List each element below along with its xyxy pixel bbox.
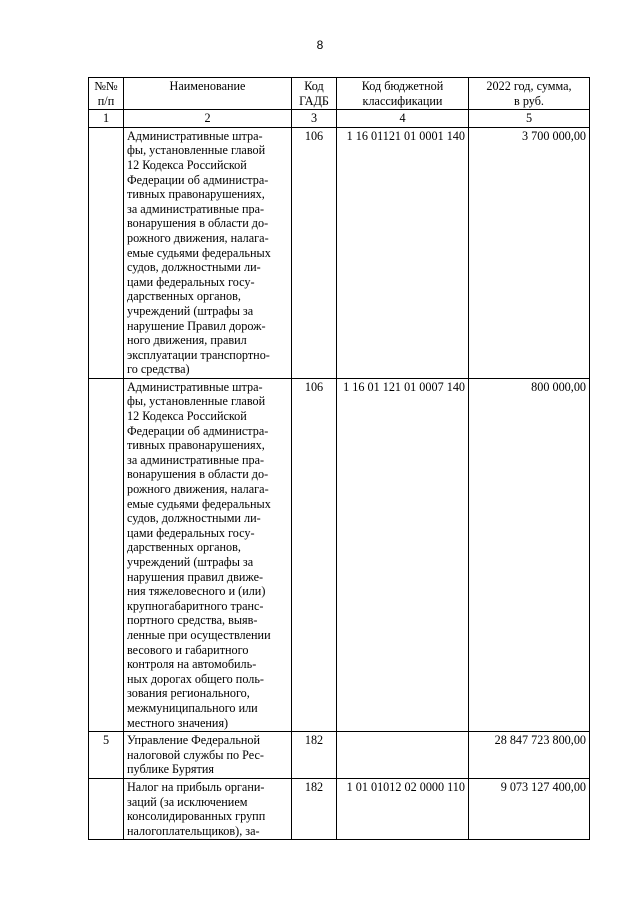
- row-name-line: цами федеральных госу-: [127, 274, 255, 289]
- row-gadb-cell: 182: [292, 732, 337, 779]
- row-name-line: Управление Федеральной: [127, 733, 261, 748]
- row-name-line: учреждений (штрафы за: [127, 555, 254, 569]
- row-name-line: налоговой службы по Рес-: [127, 747, 264, 762]
- header-num-line-1: №№: [94, 79, 118, 93]
- header-kbk: [337, 78, 469, 110]
- row-name-line: 12 Кодекса Российской: [127, 157, 247, 172]
- row-name-line: местного значения): [127, 715, 229, 730]
- row-name-line: за административные пра-: [127, 201, 265, 216]
- row-kbk-cell: 1 16 01 121 01 0007 140: [337, 378, 469, 731]
- table-body: [89, 127, 590, 840]
- row-name-line: емые судьями федеральных: [127, 245, 271, 260]
- row-name-line: тивных правонарушениях,: [127, 187, 265, 202]
- row-kbk-cell: 1 01 01012 02 0000 110: [337, 778, 469, 839]
- row-name-line: контроля на автомобиль-: [127, 657, 257, 672]
- row-sum-cell: 800 000,00: [469, 378, 590, 731]
- row-name-line: емые судьями федеральных: [127, 496, 271, 511]
- header-num: [89, 78, 124, 110]
- row-name-line: судов, должностными ли-: [127, 260, 261, 275]
- column-index: 1: [89, 110, 124, 128]
- header-num-line-2: п/п: [97, 93, 115, 108]
- row-name-line: ного движения, правил: [127, 333, 247, 348]
- row-name-line: Федерации об администра-: [127, 423, 269, 438]
- row-name-line: рожного движения, налага-: [127, 230, 269, 245]
- column-index: 2: [124, 110, 292, 128]
- row-sum-cell: 28 847 723 800,00: [469, 732, 590, 779]
- row-name-line: рожного движения, налага-: [127, 482, 269, 497]
- row-name-cell: [124, 778, 292, 839]
- header-kbk-line-2: классификации: [362, 93, 443, 108]
- header-gadb: [292, 78, 337, 110]
- header-row: [89, 78, 590, 110]
- header-sum-line-1: 2022 год, сумма,: [486, 79, 572, 93]
- row-name-line: ния тяжеловесного и (или): [127, 584, 266, 599]
- table-row: [89, 127, 590, 378]
- column-index-row: [89, 110, 590, 128]
- page-number: 8: [316, 38, 324, 52]
- row-number-cell: 5: [89, 732, 124, 779]
- row-name-line: 12 Кодекса Российской: [127, 409, 247, 424]
- row-name-line: налогоплательщиков), за-: [127, 823, 260, 838]
- row-sum-cell: 9 073 127 400,00: [469, 778, 590, 839]
- row-name-line: заций (за исключением: [127, 794, 248, 809]
- row-name-line: Федерации об администра-: [127, 172, 269, 187]
- row-name-line: портного средства, выяв-: [127, 613, 258, 628]
- row-name-line: дарственных органов,: [127, 540, 241, 555]
- row-name-cell: [124, 127, 292, 378]
- row-name-line: фы, установленные главой: [127, 143, 266, 158]
- row-number-cell: [89, 127, 124, 378]
- row-name-line: крупногабаритного транс-: [127, 598, 264, 613]
- column-index: 5: [469, 110, 590, 128]
- row-name-line: нарушения правил движе-: [127, 569, 264, 584]
- column-index: 4: [337, 110, 469, 128]
- row-name-line: Административные штра-: [127, 379, 263, 394]
- row-name-line: учреждений (штрафы за: [127, 303, 254, 318]
- header-sum-line-2: в руб.: [514, 93, 544, 108]
- row-name-line: межмуниципального или: [127, 700, 258, 715]
- row-gadb-cell: 106: [292, 127, 337, 378]
- table-row: [89, 378, 590, 731]
- row-name-line: судов, должностными ли-: [127, 511, 261, 526]
- row-kbk-cell: [337, 732, 469, 779]
- budget-table: [88, 77, 590, 840]
- row-name-line: за административные пра-: [127, 452, 265, 467]
- header-gadb-line-1: Код: [304, 79, 324, 93]
- row-gadb-cell: 106: [292, 378, 337, 731]
- row-name-line: вонарушения в области до-: [127, 467, 269, 482]
- row-name-line: вонарушения в области до-: [127, 216, 269, 231]
- row-sum-cell: 3 700 000,00: [469, 127, 590, 378]
- row-name-line: дарственных органов,: [127, 289, 241, 304]
- row-number-cell: [89, 778, 124, 839]
- row-name-line: Административные штра-: [127, 128, 263, 143]
- row-name-cell: [124, 378, 292, 731]
- row-number-cell: [89, 378, 124, 731]
- row-gadb-cell: 182: [292, 778, 337, 839]
- header-kbk-line-1: Код бюджетной: [361, 79, 444, 93]
- table-row: [89, 732, 590, 779]
- row-name-line: публике Бурятия: [127, 762, 214, 777]
- row-name-line: фы, установленные главой: [127, 394, 266, 409]
- row-name-line: цами федеральных госу-: [127, 525, 255, 540]
- row-name-line: тивных правонарушениях,: [127, 438, 265, 453]
- row-name-line: нарушение Правил дорож-: [127, 318, 266, 333]
- row-name-cell: [124, 732, 292, 779]
- row-name-line: эксплуатации транспортно-: [127, 347, 270, 362]
- row-name-line: ленные при осуществлении: [127, 627, 271, 642]
- row-name-line: ных дорогах общего поль-: [127, 671, 264, 686]
- row-name-line: зования регионального,: [127, 686, 250, 701]
- row-name-line: го средства): [127, 362, 190, 377]
- header-name: Наименование: [124, 78, 292, 110]
- row-name-line: консолидированных групп: [127, 809, 266, 824]
- row-kbk-cell: 1 16 01121 01 0001 140: [337, 127, 469, 378]
- table-row: [89, 778, 590, 839]
- header-sum: [469, 78, 590, 110]
- column-index: 3: [292, 110, 337, 128]
- row-name-line: весового и габаритного: [127, 642, 249, 657]
- row-name-line: Налог на прибыль органи-: [127, 779, 265, 794]
- header-gadb-line-2: ГАДБ: [299, 93, 329, 108]
